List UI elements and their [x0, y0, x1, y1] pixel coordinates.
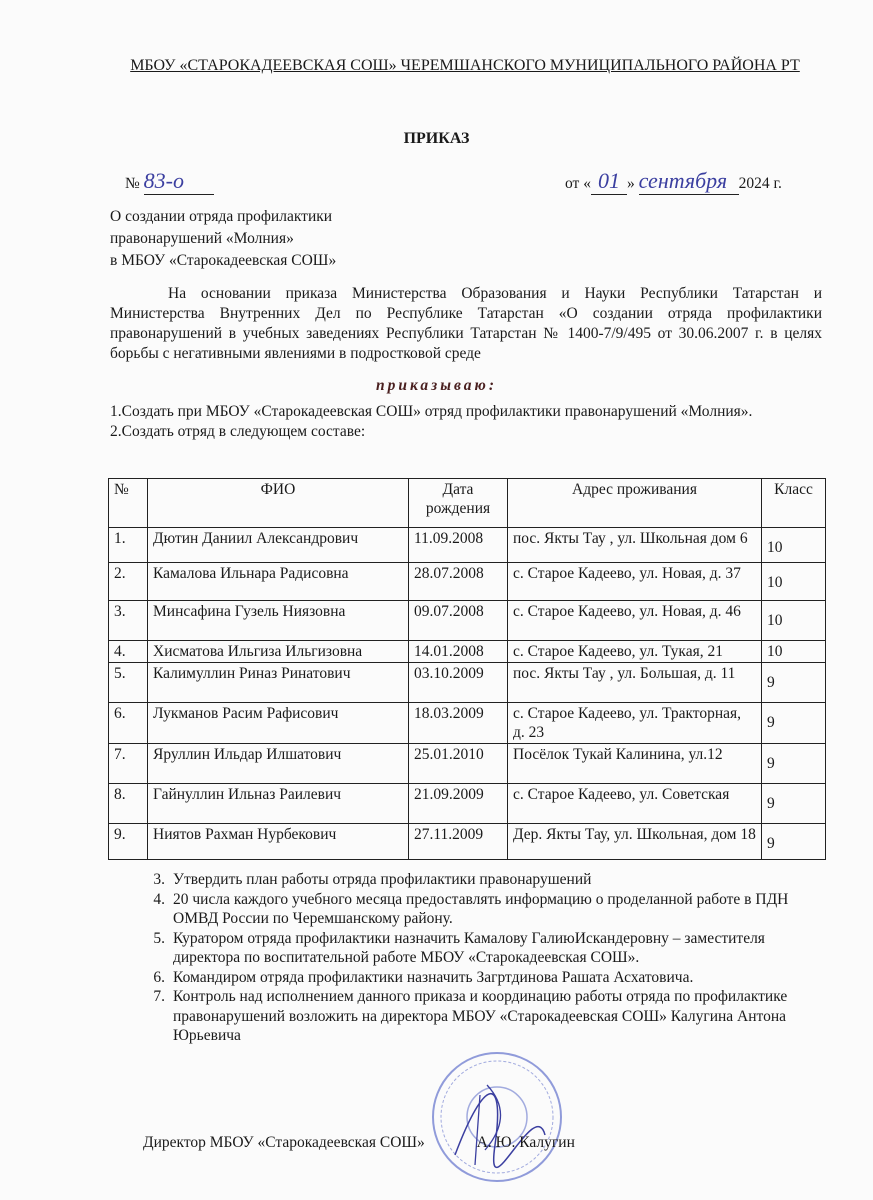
row-number: 2.: [109, 563, 148, 601]
list-item: [130, 968, 830, 988]
row-number: 1.: [109, 528, 148, 563]
address: с. Старое Кадеево, ул. Новая, д. 37: [508, 563, 762, 601]
handwritten-day: 01: [591, 168, 627, 195]
member-name: Минсафина Гузель Ниязовна: [148, 601, 409, 641]
member-name: Камалова Ильнара Радисовна: [148, 563, 409, 601]
number-label: №: [125, 175, 140, 192]
members-table: [108, 478, 826, 860]
row-number: 8.: [109, 784, 148, 824]
birth-date: 09.07.2008: [409, 601, 508, 641]
subject-line: правонарушений «Молния»: [110, 230, 294, 247]
birth-date: 14.01.2008: [409, 641, 508, 663]
member-name: Дютин Даниил Александрович: [148, 528, 409, 563]
table-row: [109, 824, 826, 860]
member-name: Ниятов Рахман Нурбекович: [148, 824, 409, 860]
row-number: 3.: [109, 601, 148, 641]
class: 9: [762, 824, 826, 860]
row-number: 4.: [109, 641, 148, 663]
decree-heading: приказываю:: [375, 377, 498, 394]
list-item: 2.Создать отряд в следующем составе:: [110, 423, 366, 440]
table-row: [109, 703, 826, 744]
item-number: 4.: [153, 890, 165, 908]
list-item: 1.Создать при МБОУ «Старокадеевская СОШ» отряд профилактики правонарушений «Молния».: [110, 403, 753, 420]
item-text: Командиром отряда профилактики назначить Загртдинова Рашата Асхатовича.: [173, 968, 694, 986]
item-text: Куратором отряда профилактики назначить Камалову ГалиюИскандеровну – заместителя директора по воспитательной работе МБОУ «Старокадеевская СОШ».: [173, 929, 765, 966]
top-items: [110, 402, 830, 442]
list-item: [130, 890, 830, 929]
col-name: ФИО: [148, 479, 409, 528]
col-number: №: [109, 479, 148, 528]
document-type: ПРИКАЗ: [403, 130, 470, 147]
address: Посёлок Тукай Калинина, ул.12: [508, 744, 762, 784]
col-birthdate: Дата рождения: [409, 479, 508, 528]
item-number: 5.: [153, 929, 165, 947]
address: с. Старое Кадеево, ул. Тракторная, д. 23: [508, 703, 762, 744]
item-text: Утвердить план работы отряда профилактики правонарушений: [173, 871, 592, 888]
member-name: Калимуллин Риназ Ринатович: [148, 663, 409, 703]
subject-line: в МБОУ «Старокадеевская СОШ»: [110, 252, 337, 269]
table-row: [109, 601, 826, 641]
birth-date: 03.10.2009: [409, 663, 508, 703]
list-item: [130, 870, 830, 890]
class: 9: [762, 663, 826, 703]
class: 9: [762, 703, 826, 744]
signer-name: А. Ю. Калугин: [476, 1134, 575, 1151]
preamble-text: На основании приказа Министерства Образования и Науки Республики Татарстан и Министерства Внутренних Дел по Республике Татарстан «О создании отряда профилактики правонарушений в учебных заведениях Республики Татарстан № 1400-7/9/495 от 30.06.2007 г. в целях борьбы с негативными явлениями в подростковой среде: [110, 285, 822, 362]
table-row: [109, 528, 826, 563]
order-number: [125, 168, 214, 195]
member-name: Лукманов Расим Рафисович: [148, 703, 409, 744]
row-number: 7.: [109, 744, 148, 784]
handwritten-month: сентября: [639, 168, 739, 195]
subject-line: О создании отряда профилактики: [110, 208, 333, 225]
class: 10: [762, 528, 826, 563]
handwritten-number: 83-о: [144, 168, 214, 195]
birth-date: 25.01.2010: [409, 744, 508, 784]
address: пос. Якты Тау , ул. Большая, д. 11: [508, 663, 762, 703]
member-name: Яруллин Ильдар Илшатович: [148, 744, 409, 784]
organization-title: МБОУ «СТАРОКАДЕЕВСКАЯ СОШ» ЧЕРЕМШАНСКОГО МУНИЦИПАЛЬНОГО РАЙОНА РТ: [130, 57, 800, 74]
preamble: [110, 284, 822, 364]
date-prefix: от: [565, 175, 580, 192]
class: 9: [762, 784, 826, 824]
class: 10: [762, 563, 826, 601]
address: с. Старое Кадеево, ул. Тукая, 21: [508, 641, 762, 663]
class: 10: [762, 641, 826, 663]
item-text: 20 числа каждого учебного месяца предоставлять информацию о проделанной работе в ПДН ОМВД России по Черемшанскому району.: [173, 890, 789, 927]
item-number: 6.: [153, 968, 165, 986]
table-row: [109, 641, 826, 663]
table-row: [109, 744, 826, 784]
list-item: [130, 929, 830, 968]
address: Дер. Якты Тау, ул. Школьная, дом 18: [508, 824, 762, 860]
member-name: Хисматова Ильгиза Ильгизовна: [148, 641, 409, 663]
birth-date: 28.07.2008: [409, 563, 508, 601]
date-suffix: г.: [773, 175, 782, 192]
date-year: 2024: [738, 175, 770, 192]
col-class: Класс: [762, 479, 826, 528]
signer-position: Директор МБОУ «Старокадеевская СОШ»: [143, 1134, 425, 1151]
item-number: 3.: [153, 871, 165, 888]
stamp-icon: [425, 1035, 575, 1195]
class: 9: [762, 744, 826, 784]
member-name: Гайнуллин Ильназ Раилевич: [148, 784, 409, 824]
class: 10: [762, 601, 826, 641]
birth-date: 18.03.2009: [409, 703, 508, 744]
row-number: 9.: [109, 824, 148, 860]
table-row: [109, 663, 826, 703]
order-subject: [110, 206, 336, 272]
address: с. Старое Кадеево, ул. Новая, д. 46: [508, 601, 762, 641]
signature-block: [143, 1134, 743, 1152]
table-header-row: [109, 479, 826, 528]
col-address: Адрес проживания: [508, 479, 762, 528]
address: пос. Якты Тау , ул. Школьная дом 6: [508, 528, 762, 563]
table-row: [109, 563, 826, 601]
birth-date: 27.11.2009: [409, 824, 508, 860]
birth-date: 21.09.2009: [409, 784, 508, 824]
item-text: Контроль над исполнением данного приказа и координацию работы отряда по профилактике правонарушений возложить на директора МБОУ «Старокадеевская СОШ» Калугина Антона Юрьевича: [173, 988, 788, 1044]
row-number: 6.: [109, 703, 148, 744]
item-number: 7.: [153, 988, 165, 1005]
birth-date: 11.09.2008: [409, 528, 508, 563]
row-number: 5.: [109, 663, 148, 703]
order-date: от « 01 » сентября 2024 г.: [565, 168, 782, 193]
bottom-items: [130, 870, 830, 1046]
table-row: [109, 784, 826, 824]
address: с. Старое Кадеево, ул. Советская: [508, 784, 762, 824]
